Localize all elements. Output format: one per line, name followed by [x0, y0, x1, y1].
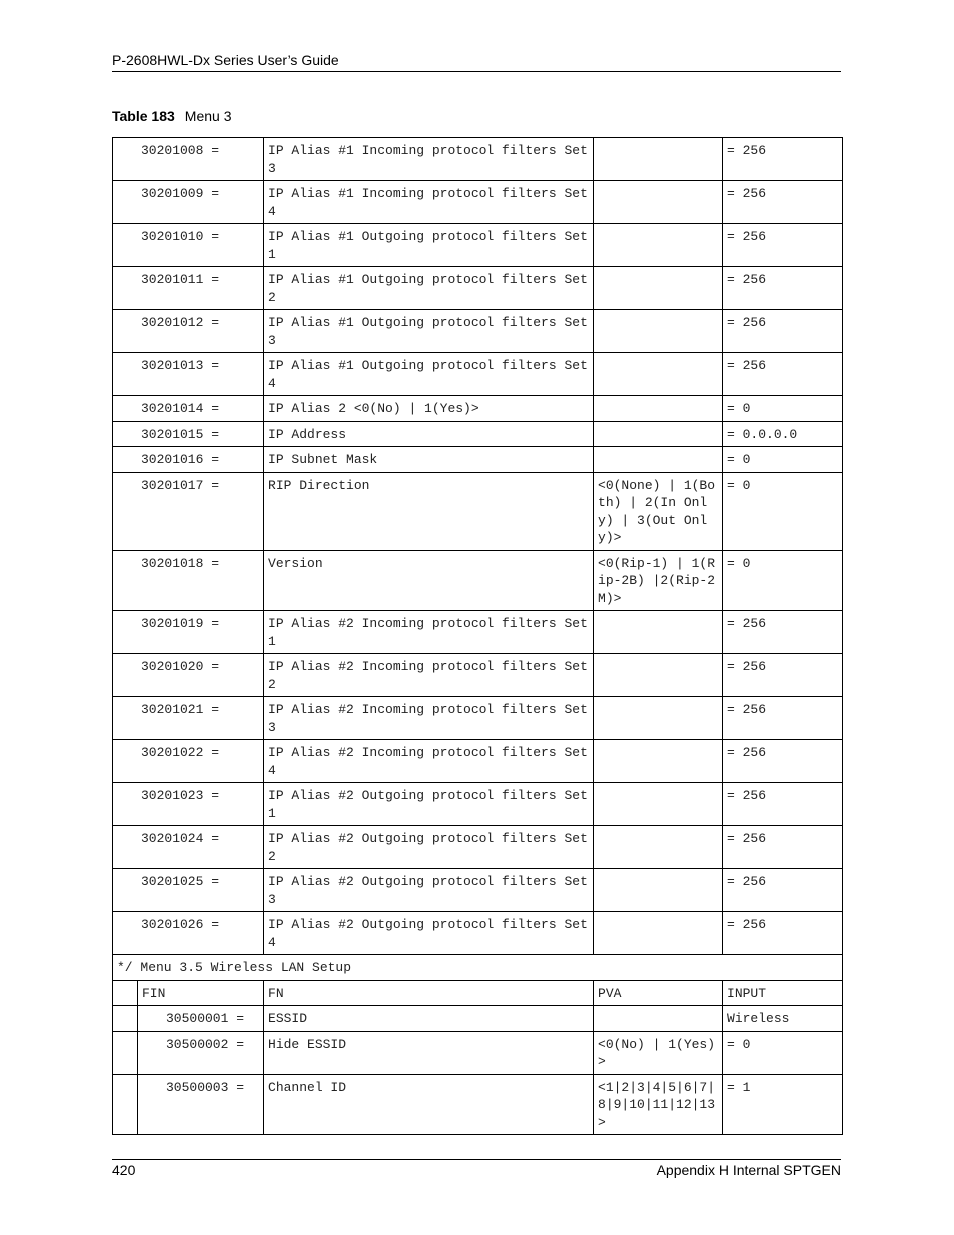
menu-table-body-b [113, 1006, 843, 1135]
fin-cell: 30201019 = [113, 611, 264, 654]
row-spacer [113, 1074, 138, 1135]
row-spacer [113, 1031, 138, 1074]
fin-cell: 30201014 = [113, 396, 264, 422]
input-cell: = 0 [723, 550, 843, 611]
input-cell: = 0 [723, 447, 843, 473]
table-row [113, 912, 843, 955]
fin-cell: 30500001 = [138, 1006, 264, 1032]
pva-cell [594, 654, 723, 697]
fin-cell: 30201021 = [113, 697, 264, 740]
fn-cell: IP Address [264, 421, 594, 447]
table-row [113, 869, 843, 912]
column-header-pva: PVA [594, 980, 723, 1006]
fn-cell: IP Alias #2 Incoming protocol filters Set 4 [264, 740, 594, 783]
fin-cell: 30500003 = [138, 1074, 264, 1135]
fin-cell: 30201008 = [113, 138, 264, 181]
table-row [113, 267, 843, 310]
pva-cell [594, 697, 723, 740]
fn-cell: IP Subnet Mask [264, 447, 594, 473]
table-row [113, 826, 843, 869]
table-title: Menu 3 [184, 108, 232, 124]
pva-cell [594, 447, 723, 473]
column-header-input: INPUT [723, 980, 843, 1006]
column-header-row [113, 980, 843, 1006]
table-row [113, 740, 843, 783]
input-cell: = 256 [723, 611, 843, 654]
pva-cell [594, 421, 723, 447]
column-header-fn: FN [264, 980, 594, 1006]
fn-cell: IP Alias #1 Outgoing protocol filters Set 2 [264, 267, 594, 310]
pva-cell [594, 912, 723, 955]
fn-cell: IP Alias #1 Incoming protocol filters Set 3 [264, 138, 594, 181]
table-row [113, 654, 843, 697]
input-cell: = 0 [723, 396, 843, 422]
column-header-fin: FIN [138, 980, 264, 1006]
column-header-spacer [113, 980, 138, 1006]
fn-cell: Channel ID [264, 1074, 594, 1135]
input-cell: = 256 [723, 697, 843, 740]
pva-cell [594, 353, 723, 396]
pva-cell [594, 869, 723, 912]
input-cell: = 256 [723, 912, 843, 955]
fn-cell: IP Alias #1 Outgoing protocol filters Set 3 [264, 310, 594, 353]
input-cell: = 256 [723, 869, 843, 912]
fin-cell: 30201022 = [113, 740, 264, 783]
fn-cell: ESSID [264, 1006, 594, 1032]
section-title: */ Menu 3.5 Wireless LAN Setup [113, 955, 843, 981]
table-row [113, 353, 843, 396]
table-row [113, 224, 843, 267]
pva-cell [594, 740, 723, 783]
table-row [113, 1074, 843, 1135]
fin-cell: 30500002 = [138, 1031, 264, 1074]
pva-cell [594, 783, 723, 826]
input-cell: = 256 [723, 224, 843, 267]
input-cell: = 256 [723, 310, 843, 353]
table-row [113, 697, 843, 740]
fin-cell: 30201020 = [113, 654, 264, 697]
table-row [113, 447, 843, 473]
header-divider [112, 71, 841, 72]
pva-cell: <0(No) | 1(Yes)> [594, 1031, 723, 1074]
input-cell: = 256 [723, 138, 843, 181]
table-row [113, 611, 843, 654]
table-row [113, 310, 843, 353]
pva-cell [594, 826, 723, 869]
input-cell: = 0.0.0.0 [723, 421, 843, 447]
table-label: Table 183 [112, 108, 175, 124]
fn-cell: IP Alias #2 Incoming protocol filters Set 3 [264, 697, 594, 740]
fin-cell: 30201009 = [113, 181, 264, 224]
fn-cell: IP Alias #1 Outgoing protocol filters Set 4 [264, 353, 594, 396]
table-row [113, 1031, 843, 1074]
fin-cell: 30201018 = [113, 550, 264, 611]
input-cell: = 256 [723, 826, 843, 869]
pva-cell: <0(Rip-1) | 1(Rip-2B) |2(Rip-2M)> [594, 550, 723, 611]
input-cell: = 256 [723, 740, 843, 783]
fn-cell: IP Alias #2 Outgoing protocol filters Set 2 [264, 826, 594, 869]
fn-cell: IP Alias #1 Incoming protocol filters Set 4 [264, 181, 594, 224]
table-row [113, 550, 843, 611]
footer-section-title: Appendix H Internal SPTGEN [656, 1162, 841, 1178]
row-spacer [113, 1006, 138, 1032]
fin-cell: 30201026 = [113, 912, 264, 955]
fin-cell: 30201013 = [113, 353, 264, 396]
table-caption [112, 108, 231, 124]
running-header: P-2608HWL-Dx Series User’s Guide [112, 52, 339, 68]
table-row [113, 1006, 843, 1032]
pva-cell [594, 267, 723, 310]
fin-cell: 30201024 = [113, 826, 264, 869]
fn-cell: IP Alias 2 <0(No) | 1(Yes)> [264, 396, 594, 422]
input-cell: = 256 [723, 654, 843, 697]
pva-cell [594, 224, 723, 267]
table-row [113, 783, 843, 826]
fn-cell: RIP Direction [264, 472, 594, 550]
table-row [113, 181, 843, 224]
pva-cell [594, 396, 723, 422]
fin-cell: 30201017 = [113, 472, 264, 550]
input-cell: = 256 [723, 783, 843, 826]
menu-table [112, 137, 843, 1135]
fn-cell: IP Alias #2 Incoming protocol filters Set 1 [264, 611, 594, 654]
fin-cell: 30201012 = [113, 310, 264, 353]
fn-cell: IP Alias #2 Outgoing protocol filters Set 3 [264, 869, 594, 912]
table-row [113, 396, 843, 422]
fn-cell: IP Alias #2 Incoming protocol filters Set 2 [264, 654, 594, 697]
fin-cell: 30201010 = [113, 224, 264, 267]
table-row [113, 472, 843, 550]
fin-cell: 30201011 = [113, 267, 264, 310]
input-cell: = 0 [723, 472, 843, 550]
pva-cell: <0(None) | 1(Both) | 2(In Only) | 3(Out Only)> [594, 472, 723, 550]
footer-divider [112, 1159, 841, 1160]
fn-cell: IP Alias #2 Outgoing protocol filters Set 1 [264, 783, 594, 826]
fn-cell: Hide ESSID [264, 1031, 594, 1074]
pva-cell [594, 310, 723, 353]
pva-cell [594, 1006, 723, 1032]
input-cell: = 0 [723, 1031, 843, 1074]
page-number: 420 [112, 1162, 136, 1178]
pva-cell [594, 611, 723, 654]
pva-cell: <1|2|3|4|5|6|7|8|9|10|11|12|13> [594, 1074, 723, 1135]
fin-cell: 30201023 = [113, 783, 264, 826]
input-cell: = 256 [723, 267, 843, 310]
pva-cell [594, 181, 723, 224]
menu-table-body-a [113, 138, 843, 955]
fn-cell: IP Alias #2 Outgoing protocol filters Set 4 [264, 912, 594, 955]
fn-cell: IP Alias #1 Outgoing protocol filters Set 1 [264, 224, 594, 267]
table-row [113, 138, 843, 181]
fn-cell: Version [264, 550, 594, 611]
input-cell: = 256 [723, 353, 843, 396]
fin-cell: 30201015 = [113, 421, 264, 447]
fin-cell: 30201016 = [113, 447, 264, 473]
menu-table-section [113, 955, 843, 1006]
section-row [113, 955, 843, 981]
table-row [113, 421, 843, 447]
pva-cell [594, 138, 723, 181]
fin-cell: 30201025 = [113, 869, 264, 912]
input-cell: = 1 [723, 1074, 843, 1135]
input-cell: = 256 [723, 181, 843, 224]
input-cell: Wireless [723, 1006, 843, 1032]
